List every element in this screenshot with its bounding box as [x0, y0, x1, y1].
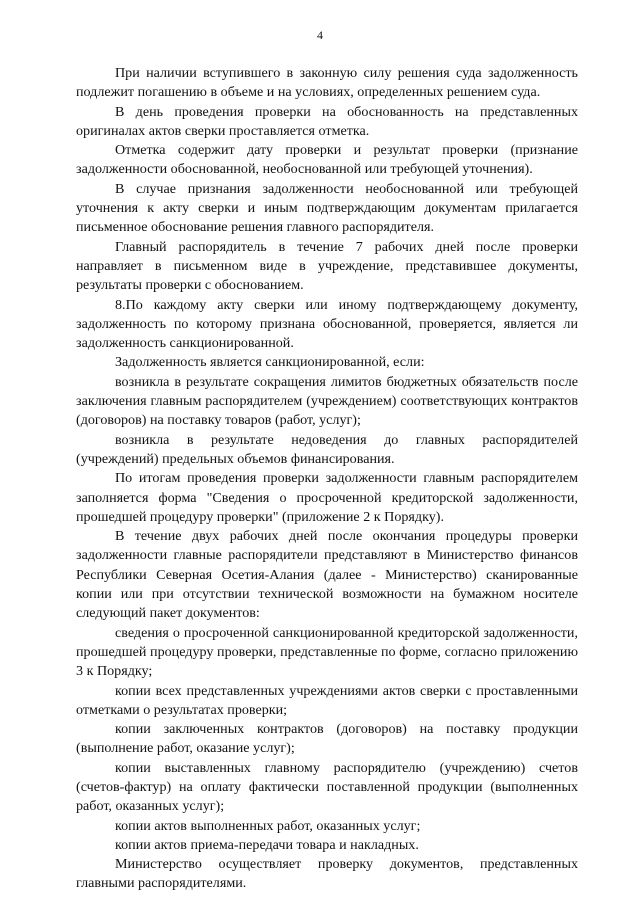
- list-item-contract-copies: копии заключенных контрактов (договоров) на поставку продукции (выполнение работ, оказание услуг);: [76, 721, 578, 757]
- paragraph-unfounded-debt: В случае признания задолженности необоснованной или требующей уточнения к акту сверки и иным подтверждающим документам прилагается письменное обоснование решения главного распорядителя.: [76, 180, 578, 236]
- paragraph-results-notice: Главный распорядитель в течение 7 рабочих дней после проверки направляет в письменном виде в учреждение, представившее документы, результаты проверки с обоснованием.: [76, 238, 578, 294]
- paragraph-ministry-check: Министерство осуществляет проверку документов, представленных главными распорядителями.: [76, 856, 578, 892]
- paragraph-form-completion: По итогам проведения проверки задолженности главным распорядителем заполняется форма "Сведения о просроченной кредиторской задолженности, прошедшей процедуру проверки" (приложение 2 к Порядку).: [76, 470, 578, 525]
- list-item-limits-reduction: возникла в результате сокращения лимитов бюджетных обязательств после заключения главным распорядителем (учреждением) соответствующих контрактов (договоров) на поставку товаров (работ, услуг);: [76, 373, 578, 429]
- list-item-debt-info: сведения о просроченной санкционированной кредиторской задолженности, прошедшей процедуру проверки, представленные по форме, согласно приложению 3 к Порядку;: [76, 624, 578, 680]
- paragraph-document-package: В течение двух рабочих дней после окончания процедуры проверки задолженности главные распорядители представляют в Министерство финансов Республики Северная Осетия-Алания (далее - Министерство) сканированные копии или при отсутствии технической возможности на бумажном носителе следующий пакет документов:: [76, 528, 578, 622]
- list-item-transfer-acts: копии актов приема-передачи товара и накладных.: [115, 836, 419, 853]
- list-item-acts-copies: копии актов выполненных работ, оказанных услуг;: [115, 817, 421, 834]
- paragraph-sanctioned-if: Задолженность является санкционированной, если:: [115, 354, 425, 371]
- paragraph-court-decision: При наличии вступившего в законную силу решения суда задолженность подлежит погашению в объеме и на условиях, определенных решением суда.: [76, 65, 578, 101]
- list-item-funding-shortfall: возникла в результате недоведения до главных распорядителей (учреждений) предельных объемов финансирования.: [76, 431, 578, 467]
- list-item-invoice-copies: копии выставленных главному распорядителю (учреждению) счетов (счетов-фактур) на оплату фактически поставленной продукции (выполненных работ, оказанных услуг);: [76, 759, 578, 815]
- list-item-reconciliation-copies: копии всех представленных учреждениями актов сверки с проставленными отметками о результатах проверки;: [76, 682, 578, 718]
- paragraph-mark-content: Отметка содержит дату проверки и результат проверки (признание задолженности обоснованной, необоснованной или требующей уточнения).: [76, 142, 578, 178]
- page-number: 4: [317, 28, 323, 42]
- paragraph-verification-mark: В день проведения проверки на обоснованность на представленных оригиналах актов сверки проставляется отметка.: [76, 103, 578, 139]
- document-body: [76, 64, 578, 894]
- paragraph-section-8: 8.По каждому акту сверки или иному подтверждающему документу, задолженность по которому признана обоснованной, проверяется, является ли задолженность санкционированной.: [76, 296, 578, 352]
